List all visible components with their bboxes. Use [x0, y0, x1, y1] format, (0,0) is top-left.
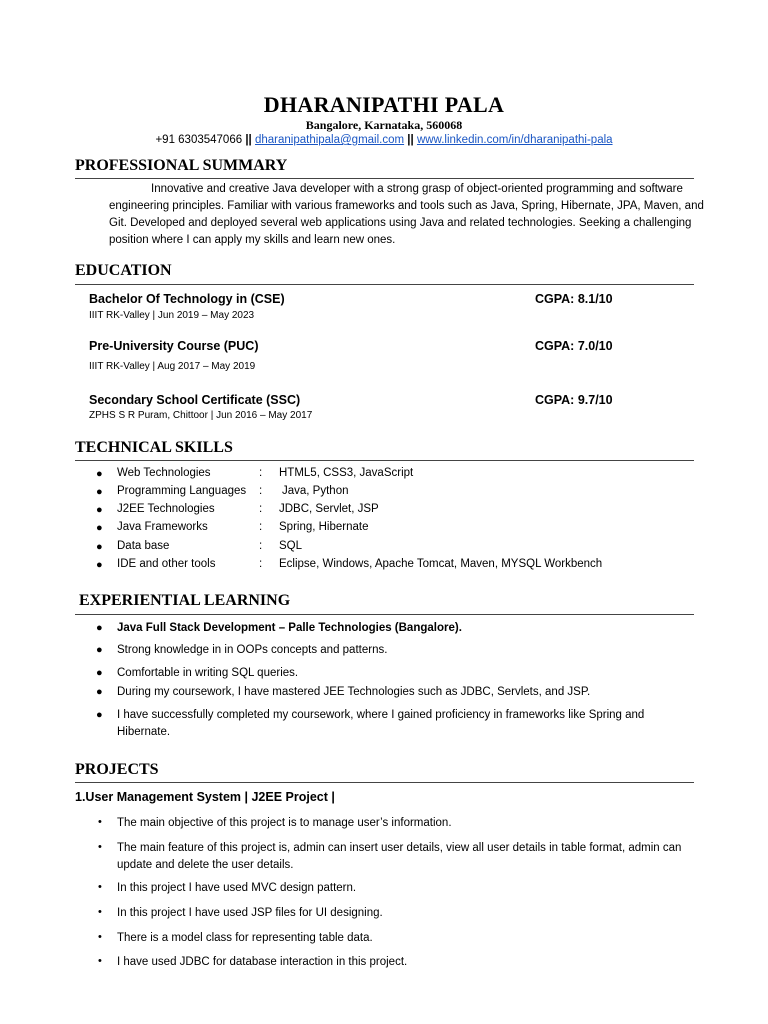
- project-item: There is a model class for representing table data.: [117, 932, 373, 944]
- skill-colon: :: [259, 503, 263, 515]
- contact-line: [0, 134, 768, 146]
- bullet-icon: •: [98, 816, 102, 828]
- skill-colon: :: [259, 485, 263, 497]
- separator: ||: [407, 134, 414, 146]
- section-title-skills: TECHNICAL SKILLS: [75, 439, 233, 456]
- bullet-icon: •: [98, 906, 102, 918]
- education-details: IIIT RK-Valley | Aug 2017 – May 2019: [89, 361, 256, 372]
- education-cgpa: CGPA: 8.1/10: [535, 292, 613, 306]
- linkedin-link[interactable]: www.linkedin.com/in/dharanipathi-pala: [416, 134, 613, 146]
- skill-name: Java Frameworks: [117, 521, 208, 533]
- education-details: IIIT RK-Valley | Jun 2019 – May 2023: [89, 310, 255, 321]
- experience-item: During my coursework, I have mastered JEE Technologies such as JDBC, Servlets, and JSP.: [117, 686, 591, 698]
- separator: ||: [245, 134, 252, 146]
- skill-name: IDE and other tools: [117, 558, 216, 570]
- email-link[interactable]: dharanipathipala@gmail.com: [254, 134, 405, 146]
- bullet-icon: ●: [96, 541, 103, 553]
- section-title-projects: PROJECTS: [75, 761, 159, 778]
- bullet-icon: ●: [96, 559, 103, 571]
- skill-colon: :: [259, 540, 263, 552]
- skill-colon: :: [259, 467, 263, 479]
- section-divider: [75, 782, 694, 783]
- project-title: 1.User Management System | J2EE Project |: [75, 790, 335, 804]
- bullet-icon: ●: [96, 709, 103, 721]
- address: Bangalore, Karnataka, 560068: [305, 118, 463, 132]
- experience-item: Comfortable in writing SQL queries.: [117, 667, 299, 679]
- education-degree: Secondary School Certificate (SSC): [89, 393, 301, 407]
- bullet-icon: ●: [96, 522, 103, 534]
- section-divider: [75, 178, 694, 179]
- project-item: The main feature of this project is, admin can insert user details, view all user details in table format, admin can update and delete the user details.: [117, 842, 682, 871]
- bullet-icon: ●: [96, 468, 103, 480]
- section-title-experience: EXPERIENTIAL LEARNING: [79, 592, 291, 609]
- bullet-icon: ●: [96, 644, 103, 656]
- bullet-icon: ●: [96, 686, 103, 698]
- summary-text: Innovative and creative Java developer with a strong grasp of object-oriented programming and software engineering principles. Familiar with various frameworks and tools such as Java, Spring, Hibernate, JPA, Maven, and Git. Developed and deployed several web applications using Java and related technologies. Seeking a challenging position where I can apply my skills and learn new ones.: [109, 183, 704, 246]
- project-item: In this project I have used JSP files for UI designing.: [117, 907, 383, 919]
- education-degree: Pre-University Course (PUC): [89, 339, 259, 353]
- skill-value: SQL: [279, 540, 303, 552]
- skill-name: Programming Languages: [117, 485, 247, 497]
- bullet-icon: ●: [96, 622, 103, 634]
- project-item: I have used JDBC for database interaction in this project.: [117, 956, 408, 968]
- skill-name: J2EE Technologies: [117, 503, 215, 515]
- education-cgpa: CGPA: 9.7/10: [535, 393, 613, 407]
- experience-item: Strong knowledge in in OOPs concepts and patterns.: [117, 644, 388, 656]
- candidate-name: DHARANIPATHI PALA: [263, 92, 505, 117]
- skill-name: Data base: [117, 540, 170, 552]
- skill-value: Eclipse, Windows, Apache Tomcat, Maven, MYSQL Workbench: [279, 558, 603, 570]
- skill-colon: :: [259, 558, 263, 570]
- skill-value: HTML5, CSS3, JavaScript: [279, 467, 414, 479]
- skill-value: Spring, Hibernate: [279, 521, 369, 533]
- skill-colon: :: [259, 521, 263, 533]
- skill-value: Java, Python: [282, 485, 349, 497]
- skill-name: Web Technologies: [117, 467, 211, 479]
- section-divider: [75, 460, 694, 461]
- bullet-icon: ●: [96, 504, 103, 516]
- experience-item: Java Full Stack Development – Palle Technologies (Bangalore).: [117, 622, 462, 634]
- education-degree: Bachelor Of Technology in (CSE): [89, 292, 285, 306]
- experience-item: I have successfully completed my coursework, where I gained proficiency in frameworks like Spring and Hibernate.: [117, 709, 645, 738]
- project-item: In this project I have used MVC design pattern.: [117, 882, 357, 894]
- bullet-icon: •: [98, 841, 102, 853]
- section-divider: [75, 284, 694, 285]
- phone: +91 6303547066: [155, 134, 243, 146]
- section-title-summary: PROFESSIONAL SUMMARY: [75, 157, 288, 174]
- bullet-icon: •: [98, 881, 102, 893]
- bullet-icon: •: [98, 931, 102, 943]
- education-details: ZPHS S R Puram, Chittoor | Jun 2016 – May 2017: [89, 410, 313, 421]
- section-title-education: EDUCATION: [75, 262, 172, 279]
- bullet-icon: ●: [96, 486, 103, 498]
- education-cgpa: CGPA: 7.0/10: [535, 339, 613, 353]
- bullet-icon: •: [98, 955, 102, 967]
- skill-value: JDBC, Servlet, JSP: [279, 503, 379, 515]
- project-item: The main objective of this project is to manage user’s information.: [117, 817, 452, 829]
- section-divider: [75, 614, 694, 615]
- bullet-icon: ●: [96, 667, 103, 679]
